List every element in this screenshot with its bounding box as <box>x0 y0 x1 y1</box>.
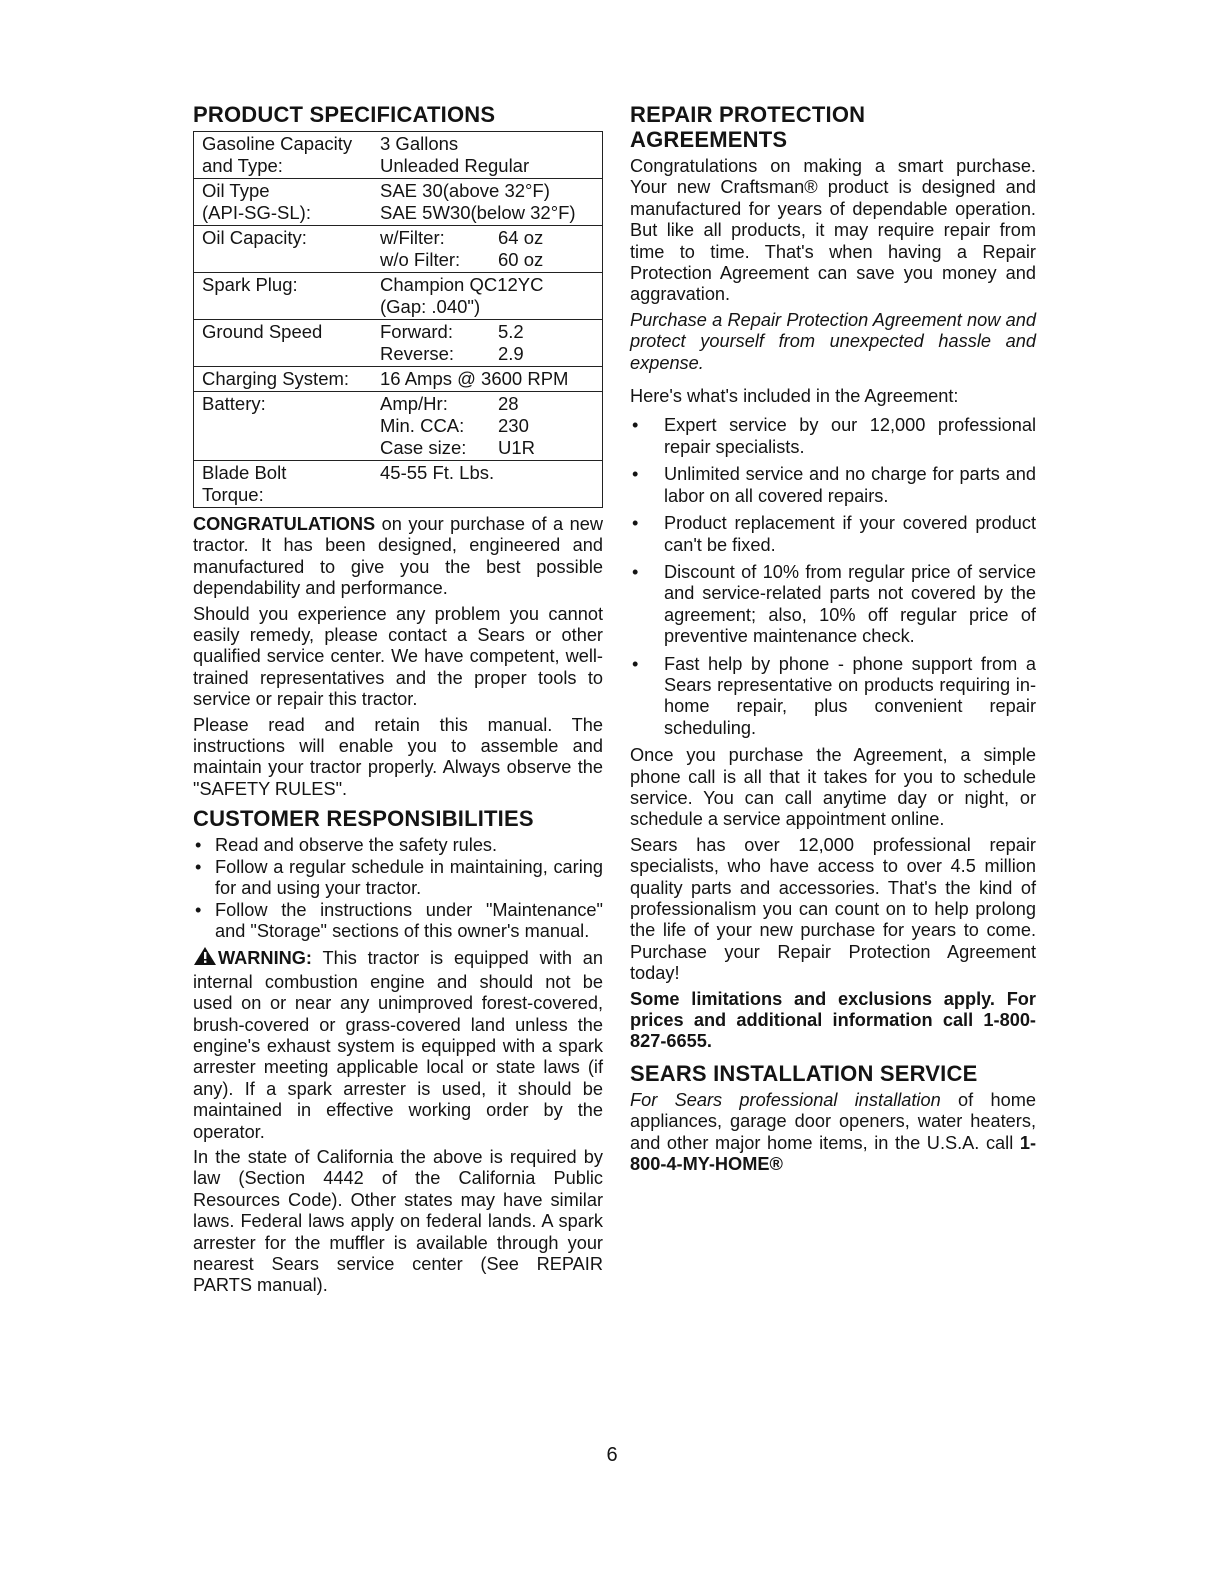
list-item: • Expert service by our 12,000 professional repair specialists. <box>630 415 1036 458</box>
spec-value <box>372 461 603 508</box>
spec-sub-label: Reverse: <box>380 343 455 364</box>
installation-italic: For Sears professional installation <box>630 1089 941 1110</box>
table-row <box>194 226 603 273</box>
repair-protection-heading: REPAIR PROTECTION AGREEMENTS <box>630 102 866 152</box>
spec-sub-value: 64 oz <box>498 227 544 248</box>
product-specifications-heading: PRODUCT SPECIFICATIONS <box>193 102 496 127</box>
included-lead: Here's what's included in the Agreement: <box>630 386 959 407</box>
spec-value-line: 3 Gallons <box>380 133 459 154</box>
spec-value <box>372 367 603 392</box>
limitations-paragraph: Some limitations and exclusions apply. For prices and additional information call 1-800-827-6655. <box>630 988 1036 1052</box>
spec-label-line: Spark Plug: <box>202 274 298 295</box>
spec-label <box>194 273 373 320</box>
spec-value-pair <box>380 321 602 343</box>
spec-value <box>372 179 603 226</box>
california-paragraph: In the state of California the above is required by law (Section 4442 of the California Public Resources Code). Other states may have similar laws. Federal laws apply on federal lands. A spark arrester for the muffler is available through your nearest Sears service center (See REPAIR PARTS manual). <box>193 1146 603 1296</box>
spec-label-line: and Type: <box>202 155 283 176</box>
spec-label-line: Charging System: <box>202 368 350 389</box>
rpa-intro-paragraph: Congratulations on making a smart purchase. Your new Craftsman® product is designed and manufactured for years of dependable operation. But like all products, it may require repair from time to time. That's when having a Repair Protection Agreement can save you money and aggravation. <box>630 156 1036 305</box>
list-item: • Read and observe the safety rules. <box>193 835 603 856</box>
table-row <box>194 367 603 392</box>
spec-value-pair <box>380 437 602 459</box>
list-item: • Follow the instructions under "Maintenance" and "Storage" sections of this owner's manual. <box>193 900 603 943</box>
spec-sub-label: Min. CCA: <box>380 415 465 436</box>
warning-lead: WARNING: <box>218 948 312 969</box>
spec-value-line: Champion QC12YC <box>380 274 544 295</box>
table-row <box>194 179 603 226</box>
spec-value-line: (Gap: .040") <box>380 296 481 317</box>
customer-responsibilities-heading: CUSTOMER RESPONSIBILITIES <box>193 806 534 832</box>
spec-label <box>194 179 373 226</box>
spec-sub-value: 5.2 <box>498 321 524 342</box>
spec-sub-label: w/o Filter: <box>380 249 461 270</box>
warning-text: This tractor is equipped with an internal combustion engine and should not be used on or near any unimproved forest-covered, brush-covered or grass-covered land unless the engine's exhaust system is equipped with a spark arrester meeting applicable local or state laws (if any). If a spark arrester is used, it should be maintained in effective working order by the operator. <box>193 948 603 1142</box>
spec-value <box>372 226 603 273</box>
spec-value <box>372 273 603 320</box>
congratulations-lead: CONGRATULATIONS <box>193 514 376 534</box>
once-paragraph: Once you purchase the Agreement, a simple phone call is all that it takes for you to schedule service. You can call anytime day or night, or schedule a service appointment online. <box>630 745 1036 830</box>
spec-sub-value: 28 <box>498 393 519 414</box>
spec-sub-label: Amp/Hr: <box>380 393 448 414</box>
sears-specialists-paragraph: Sears has over 12,000 professional repair specialists, who have access to over 4.5 million quality parts and accessories. That's the kind of professionalism you can count on to help prolong the life of your new purchase for years to come. Purchase your Repair Protection Agreement today! <box>630 834 1036 984</box>
table-row <box>194 273 603 320</box>
spec-label <box>194 226 373 273</box>
spec-value-line: 16 Amps @ 3600 RPM <box>380 368 569 389</box>
list-item: • Product replacement if your covered product can't be fixed. <box>630 513 1036 556</box>
rpa-italic-paragraph: Purchase a Repair Protection Agreement now and protect yourself from unexpected hassle and expense. <box>630 309 1036 373</box>
installation-text: of home appliances, garage door openers, water heaters, and other major home items, in the U.S.A. call <box>630 1089 1036 1153</box>
included-list <box>630 415 1036 739</box>
spec-value-pair <box>380 249 602 271</box>
table-row <box>194 461 603 508</box>
specifications-table <box>193 131 603 508</box>
list-item: • Follow a regular schedule in maintaining, caring for and using your tractor. <box>193 857 603 900</box>
table-row <box>194 320 603 367</box>
list-item: • Discount of 10% from regular price of service and service-related parts not covered by the agreement; also, 10% off regular price of preventive maintenance check. <box>630 562 1036 648</box>
spec-sub-value: 2.9 <box>498 343 524 364</box>
spec-label-line: Oil Type <box>202 180 270 201</box>
spec-label-line: Torque: <box>202 484 264 505</box>
spec-label <box>194 132 373 179</box>
spec-sub-label: Case size: <box>380 437 467 458</box>
right-column <box>630 102 1036 1179</box>
responsibilities-list <box>193 835 603 942</box>
spec-sub-value: 60 oz <box>498 249 544 270</box>
spec-sub-value: 230 <box>498 415 529 436</box>
spec-value-pair <box>380 393 602 415</box>
spec-label <box>194 320 373 367</box>
spec-sub-label: w/Filter: <box>380 227 445 248</box>
service-center-paragraph: Should you experience any problem you cannot easily remedy, please contact a Sears or other qualified service center. We have competent, well-trained representatives and the proper tools to service or repair this tractor. <box>193 603 603 710</box>
congratulations-paragraph <box>193 514 603 600</box>
spec-label-line: Oil Capacity: <box>202 227 307 248</box>
spec-value <box>372 320 603 367</box>
spec-value-pair <box>380 343 602 365</box>
spec-label-line: (API-SG-SL): <box>202 202 311 223</box>
spec-sub-label: Forward: <box>380 321 453 342</box>
spec-label-line: Gasoline Capacity <box>202 133 353 154</box>
warning-triangle-icon <box>193 946 217 971</box>
list-item: • Fast help by phone - phone support from a Sears representative on products requiring in-home repair, plus convenient repair scheduling. <box>630 654 1036 740</box>
spec-label-line: Ground Speed <box>202 321 323 342</box>
page-number: 6 <box>606 1444 618 1466</box>
spec-value <box>372 392 603 461</box>
congratulations-text: on your purchase of a new tractor. It has been designed, engineered and manufactured to give you the best possible dependability and performance. <box>193 514 603 599</box>
spec-label-line: Blade Bolt <box>202 462 287 483</box>
spec-value-pair <box>380 415 602 437</box>
spec-value-line: SAE 30(above 32°F) <box>380 180 550 201</box>
spec-value-line: Unleaded Regular <box>380 155 530 176</box>
spec-label <box>194 461 373 508</box>
spec-sub-value: U1R <box>498 437 536 458</box>
list-item: • Unlimited service and no charge for parts and labor on all covered repairs. <box>630 464 1036 507</box>
spec-value-line: 45-55 Ft. Lbs. <box>380 462 495 483</box>
installation-phone: 1-800-4-MY-HOME® <box>630 1132 1036 1175</box>
table-row <box>194 392 603 461</box>
spec-value-pair <box>380 227 602 249</box>
left-column <box>193 102 603 1301</box>
table-row <box>194 132 603 179</box>
spec-label-line: Battery: <box>202 393 266 414</box>
spec-label <box>194 367 373 392</box>
installation-paragraph <box>630 1090 1036 1176</box>
spec-value <box>372 132 603 179</box>
warning-paragraph <box>193 946 603 1143</box>
read-manual-paragraph: Please read and retain this manual. The instructions will enable you to assemble and maintain your tractor properly. Always observe the "SAFETY RULES". <box>193 714 603 799</box>
spec-label <box>194 392 373 461</box>
sears-installation-heading: SEARS INSTALLATION SERVICE <box>630 1060 978 1086</box>
spec-value-line: SAE 5W30(below 32°F) <box>380 202 576 223</box>
